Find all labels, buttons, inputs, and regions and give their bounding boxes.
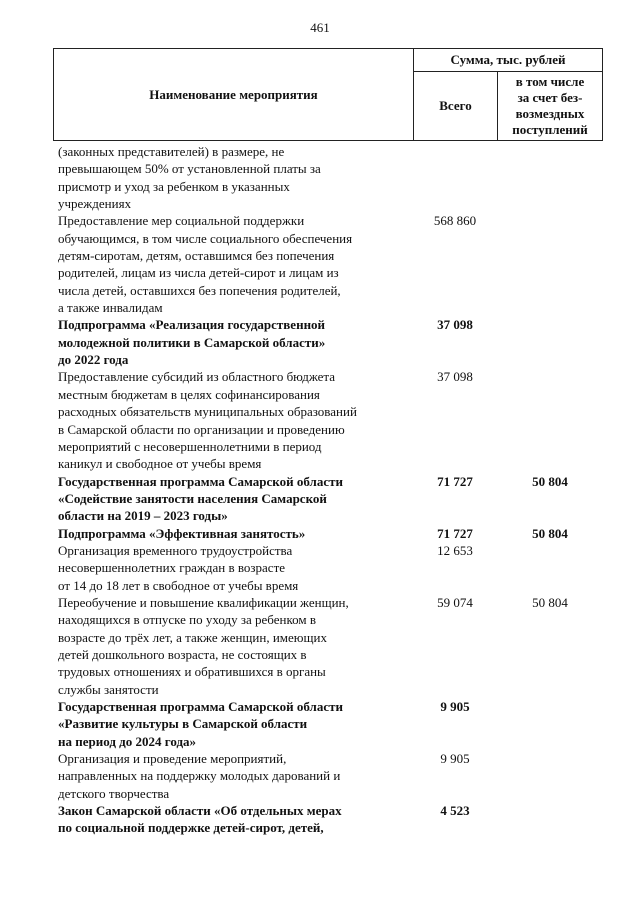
header-sum-column: Сумма, тыс. рублей xyxy=(414,49,602,72)
row-name-line: Организация временного трудоустройства xyxy=(58,542,293,558)
row-name-line: Государственная программа Самарской области xyxy=(58,699,343,714)
row-total-cell: 37 098 xyxy=(437,369,473,385)
row-total-cell: 71 727 xyxy=(437,473,473,489)
table-row xyxy=(58,368,603,472)
row-free-receipts-cell xyxy=(497,750,603,802)
row-name-line: мероприятий с несовершеннолетними в период xyxy=(58,438,322,454)
row-free-receipts-cell: 50 804 xyxy=(532,473,568,489)
row-name-line: по социальной поддержке детей-сирот, детей, xyxy=(58,820,324,836)
row-total-cell: 568 860 xyxy=(433,213,477,229)
row-name-line: местным бюджетам в целях софинансирования xyxy=(58,386,320,402)
row-name-cell xyxy=(58,594,413,698)
row-name-line: на период до 2024 года» xyxy=(58,733,197,749)
table-row-program xyxy=(58,698,603,750)
table-header xyxy=(53,48,603,141)
row-name-line: в Самарской области по организации и проведению xyxy=(58,421,345,437)
header-total-column: Всего xyxy=(414,72,498,140)
row-name-cell xyxy=(58,525,413,542)
row-total-cell xyxy=(413,143,497,212)
row-name-line: Переобучение и повышение квалификации женщин, xyxy=(58,594,349,610)
row-total-cell: 71 727 xyxy=(437,525,473,541)
header-name-column: Наименование мероприятия xyxy=(54,49,414,140)
row-total-cell: 12 653 xyxy=(437,542,473,558)
row-name-line: обучающимся, в том числе социального обеспечения xyxy=(58,230,353,246)
header-free-line: в том числе xyxy=(515,74,585,89)
table-body xyxy=(58,143,603,837)
row-free-receipts-cell xyxy=(497,698,603,750)
row-name-line: числа детей, оставшихся без попечения родителей, xyxy=(58,282,341,298)
row-name-cell xyxy=(58,542,413,594)
row-name-line: Организация и проведение мероприятий, xyxy=(58,751,287,767)
row-name-cell xyxy=(58,143,413,212)
table-row-program xyxy=(58,473,603,525)
row-name-cell xyxy=(58,802,413,837)
row-name-line: от 14 до 18 лет в свободное от учебы время xyxy=(58,577,299,593)
table-row xyxy=(58,594,603,698)
row-name-cell xyxy=(58,368,413,472)
row-name-cell xyxy=(58,750,413,802)
row-name-line: службы занятости xyxy=(58,681,159,697)
row-name-line: детей дошкольного возраста, не состоящих в xyxy=(58,646,307,662)
row-name-line: (законных представителей) в размере, не xyxy=(58,144,285,159)
row-name-line: превышающем 50% от установленной платы за xyxy=(58,161,321,177)
row-name-line: несовершеннолетних граждан в возрасте xyxy=(58,560,286,576)
row-name-line: Закон Самарской области «Об отдельных мерах xyxy=(58,803,342,819)
table-row xyxy=(58,143,603,212)
row-name-line: детского творчества xyxy=(58,785,170,801)
row-name-line: присмотр и уход за ребенком в указанных xyxy=(58,178,290,194)
table-row xyxy=(58,750,603,802)
row-name-line: возрасте до трёх лет, а также женщин, имеющих xyxy=(58,629,327,645)
row-name-line: Государственная программа Самарской области xyxy=(58,473,343,489)
header-free-line: за счет без- xyxy=(517,90,583,105)
row-name-cell xyxy=(58,316,413,368)
row-name-line: «Содействие занятости населения Самарской xyxy=(58,490,327,506)
row-total-cell: 9 905 xyxy=(440,751,470,767)
row-name-line: родителей, лицам из числа детей-сирот и лицам из xyxy=(58,265,339,281)
row-name-line: расходных обязательств муниципальных образований xyxy=(58,404,357,420)
row-total-cell: 37 098 xyxy=(437,317,473,333)
header-free-line: возмездных xyxy=(515,106,585,121)
row-name-line: детям-сиротам, детям, оставшимся без попечения xyxy=(58,248,335,264)
table-row-program xyxy=(58,802,603,837)
row-name-line: до 2022 года xyxy=(58,352,129,368)
table-row xyxy=(58,212,603,316)
row-name-line: молодежной политики в Самарской области» xyxy=(58,334,326,350)
row-free-receipts-cell xyxy=(497,143,603,212)
row-free-receipts-cell xyxy=(497,316,603,368)
row-free-receipts-cell xyxy=(497,542,603,594)
row-name-line: Подпрограмма «Реализация государственной xyxy=(58,317,326,333)
row-name-line: «Развитие культуры в Самарской области xyxy=(58,716,308,732)
row-total-cell: 9 905 xyxy=(440,699,470,714)
header-free-receipts-column xyxy=(498,72,602,140)
row-name-line: каникул и свободное от учебы время xyxy=(58,456,262,472)
table-row-program xyxy=(58,316,603,368)
row-name-line: Подпрограмма «Эффективная занятость» xyxy=(58,525,306,541)
row-free-receipts-cell xyxy=(497,212,603,316)
row-free-receipts-cell: 50 804 xyxy=(532,525,568,541)
header-free-line: поступлений xyxy=(512,122,588,137)
row-name-line: направленных на поддержку молодых дарований и xyxy=(58,768,341,784)
row-free-receipts-cell xyxy=(497,802,603,837)
row-name-line: трудовых отношениях и обратившихся в органы xyxy=(58,664,326,680)
row-name-line: Предоставление субсидий из областного бюджета xyxy=(58,369,336,385)
row-name-line: находящихся в отпуске по уходу за ребенком в xyxy=(58,612,317,628)
row-name-line: области на 2019 – 2023 годы» xyxy=(58,508,228,524)
row-free-receipts-cell xyxy=(497,368,603,472)
row-free-receipts-cell: 50 804 xyxy=(532,594,568,610)
table-row-program xyxy=(58,525,603,542)
row-name-cell xyxy=(58,473,413,525)
row-total-cell: 59 074 xyxy=(437,594,473,610)
row-total-cell: 4 523 xyxy=(440,803,470,819)
row-name-line: а также инвалидам xyxy=(58,300,163,316)
table-row xyxy=(58,542,603,594)
page-number: 461 xyxy=(310,20,330,35)
row-name-cell xyxy=(58,212,413,316)
row-name-line: Предоставление мер социальной поддержки xyxy=(58,213,305,229)
row-name-cell xyxy=(58,698,413,750)
row-name-line: учреждениях xyxy=(58,196,132,212)
